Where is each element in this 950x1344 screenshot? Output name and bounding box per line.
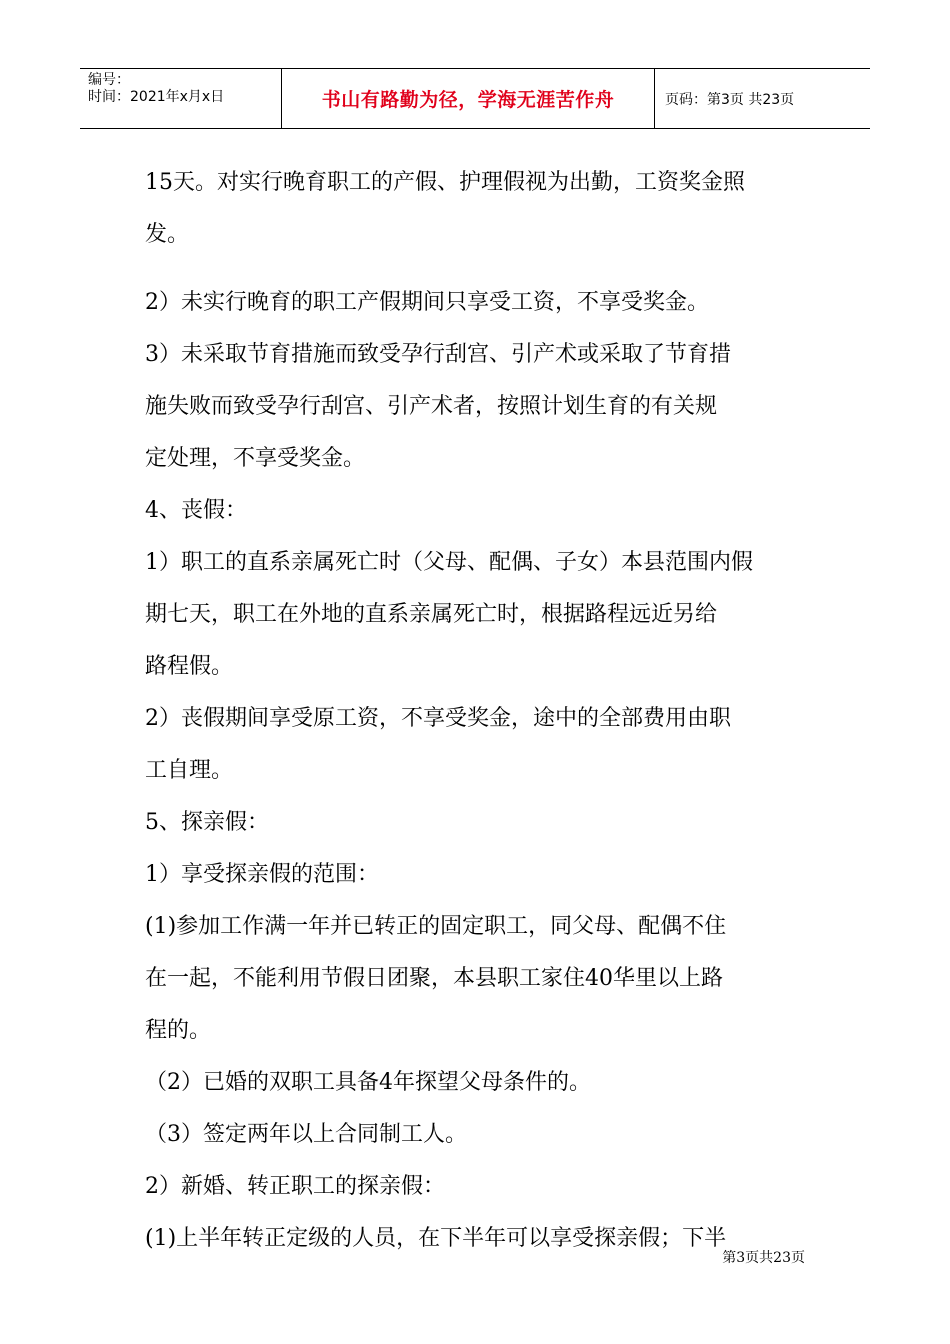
text-line: 1）享受探亲假的范围： xyxy=(145,862,379,887)
text-line: 在一起，不能利用节假日团聚，本县职工家住40华里以上路 xyxy=(145,966,723,991)
section-heading: 4、丧假： xyxy=(145,498,247,523)
page-info: 页码：第3页 共23页 xyxy=(665,91,795,108)
number-label: 编号： xyxy=(88,72,130,88)
text-line: 发。 xyxy=(145,222,190,247)
text-line: 15天。对实行晚育职工的产假、护理假视为出勤，工资奖金照 xyxy=(145,170,745,195)
text-line: (1)上半年转正定级的人员，在下半年可以享受探亲假；下半 xyxy=(145,1226,727,1251)
text-line: 1）职工的直系亲属死亡时（父母、配偶、子女）本县范围内假 xyxy=(145,550,753,575)
text-line: 2）丧假期间享受原工资，不享受奖金，途中的全部费用由职 xyxy=(145,706,731,731)
page-footer: 第3页共23页 xyxy=(722,1250,805,1266)
text-line: 路程假。 xyxy=(145,654,234,679)
time-label: 时间：2021年x月x日 xyxy=(88,89,225,105)
header-page-cell xyxy=(655,69,870,128)
text-line: (1)参加工作满一年并已转正的固定职工，同父母、配偶不住 xyxy=(145,914,727,939)
text-line: 2）未实行晚育的职工产假期间只享受工资，不享受奖金。 xyxy=(145,290,709,315)
section-heading: 5、探亲假： xyxy=(145,810,269,835)
header-meta-cell xyxy=(80,69,282,128)
text-line: 期七天，职工在外地的直系亲属死亡时，根据路程远近另给 xyxy=(145,602,718,627)
page-header xyxy=(80,68,870,129)
text-line: 施失败而致受孕行刮宫、引产术者，按照计划生育的有关规 xyxy=(145,394,718,419)
text-line: 2）新婚、转正职工的探亲假： xyxy=(145,1174,445,1199)
text-line: 工自理。 xyxy=(145,758,234,783)
motto-text: 书山有路勤为径，学海无涯苦作舟 xyxy=(321,89,615,111)
text-line: 定处理，不享受奖金。 xyxy=(145,446,366,471)
document-body xyxy=(145,157,810,1265)
header-motto-cell xyxy=(282,69,655,128)
text-line: 3）未采取节育措施而致受孕行刮宫、引产术或采取了节育措 xyxy=(145,342,731,367)
paragraph-gap xyxy=(145,261,810,277)
text-line: 程的。 xyxy=(145,1018,212,1043)
text-line: （2）已婚的双职工具备4年探望父母条件的。 xyxy=(145,1070,591,1095)
text-line: （3）签定两年以上合同制工人。 xyxy=(145,1122,467,1147)
